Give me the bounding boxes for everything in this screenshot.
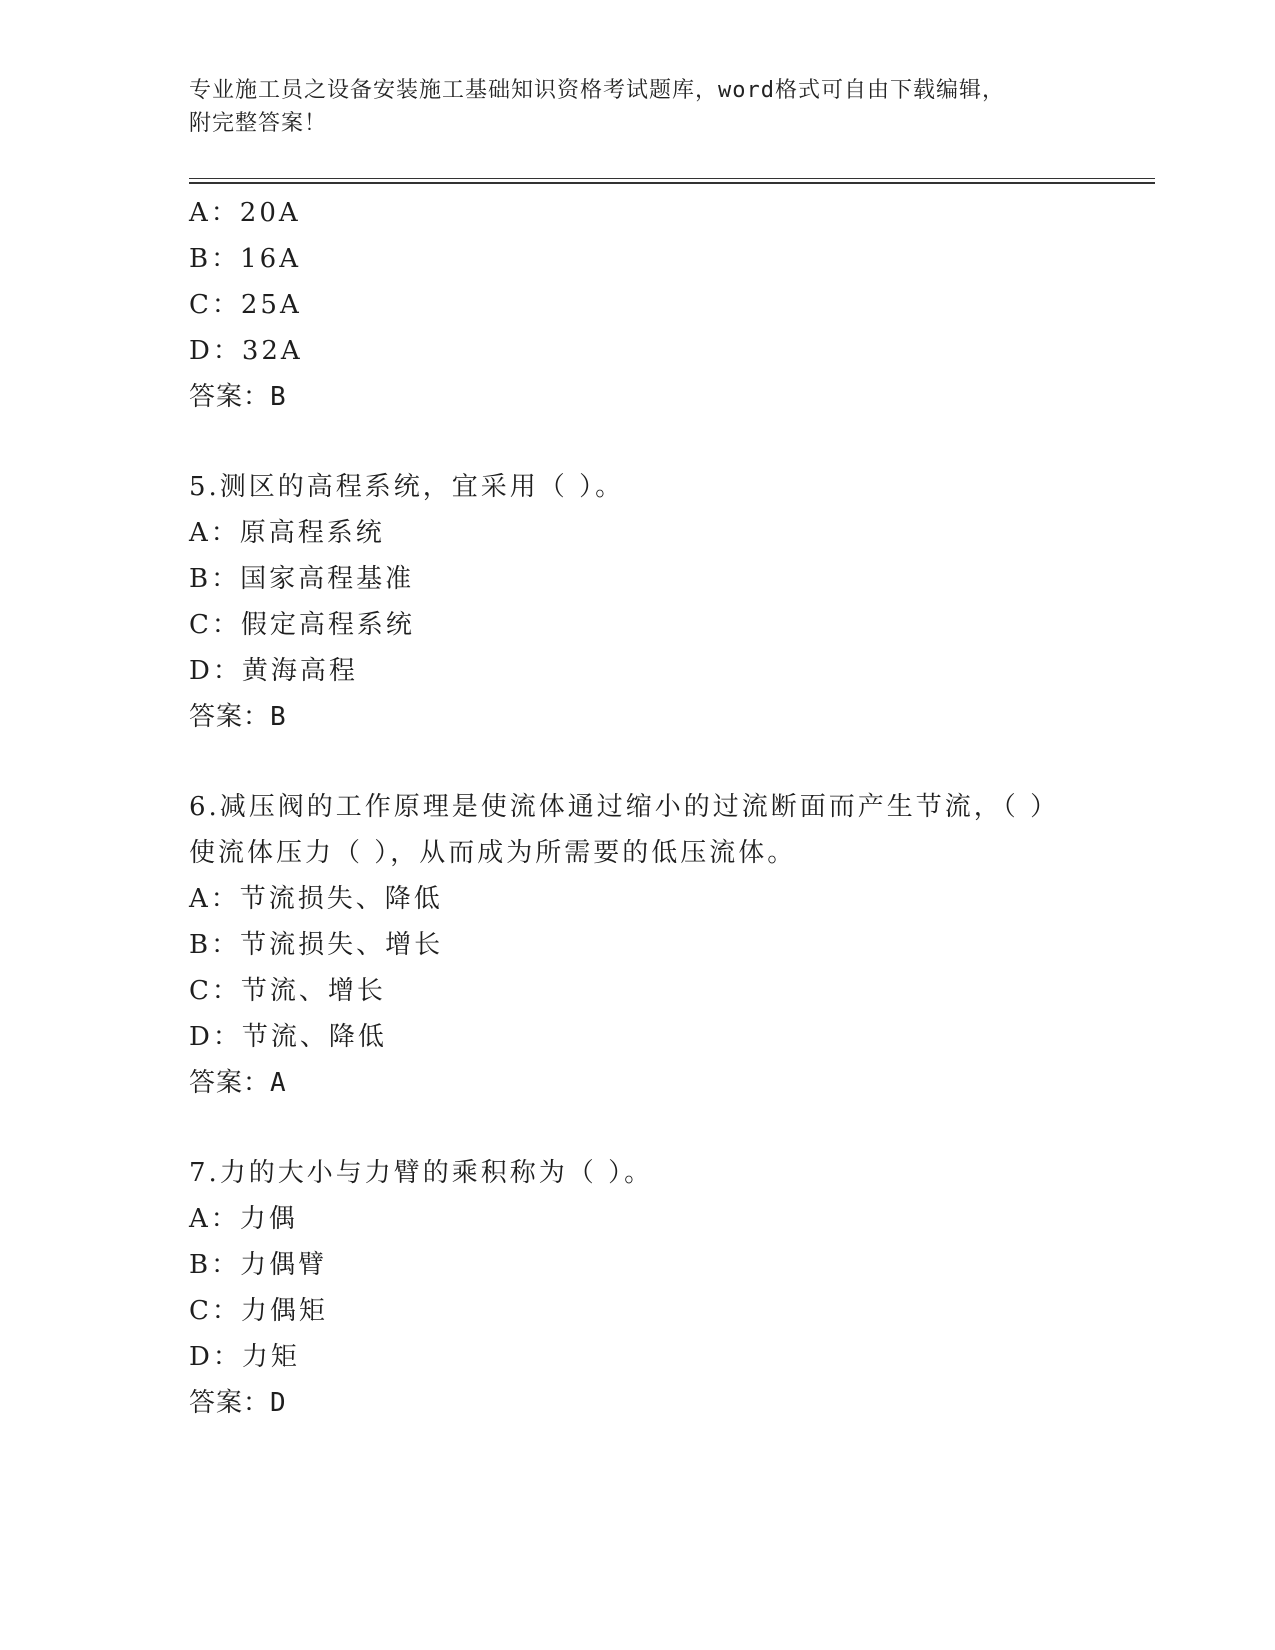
option-c: C：假定高程系统 (189, 610, 415, 640)
answer-line: 答案：D (189, 1388, 287, 1418)
question-text-line-2: 使流体压力（ ），从而成为所需要的低压流体。 (189, 838, 797, 868)
option-d: D：节流、降低 (189, 1022, 387, 1052)
question-block-5 (189, 464, 1155, 740)
option-c: C：力偶矩 (189, 1296, 328, 1326)
header-divider-thick (189, 182, 1155, 184)
document-header (189, 74, 1089, 140)
option-c: C：节流、增长 (189, 976, 386, 1006)
question-text: 5.测区的高程系统，宜采用（ ）。 (189, 472, 625, 502)
answer-line: 答案：B (189, 702, 287, 732)
option-d: D：32A (189, 336, 303, 366)
option-a: A：节流损失、降低 (189, 884, 443, 914)
option-a: A：20A (189, 198, 301, 228)
option-c: C：25A (189, 290, 302, 320)
option-a: A：力偶 (189, 1204, 298, 1234)
question-block-4 (189, 190, 1155, 420)
header-line-1: 专业施工员之设备安装施工基础知识资格考试题库，word格式可自由下载编辑， (189, 78, 1005, 103)
option-d: D：黄海高程 (189, 656, 358, 686)
header-divider-thin (189, 178, 1155, 179)
answer-line: 答案：B (189, 382, 287, 412)
question-text-line-1: 6.减压阀的工作原理是使流体通过缩小的过流断面而产生节流，（ ） (189, 792, 1060, 822)
question-block-6 (189, 784, 1155, 1106)
spacer (189, 740, 1155, 784)
option-b: B：力偶臂 (189, 1250, 328, 1280)
header-line-2: 附完整答案！ (189, 111, 328, 136)
option-a: A：原高程系统 (189, 518, 385, 548)
question-block-7 (189, 1150, 1155, 1426)
spacer (189, 1106, 1155, 1150)
option-b: B：16A (189, 244, 301, 274)
spacer (189, 420, 1155, 464)
question-list (189, 190, 1155, 1426)
question-text: 7.力的大小与力臂的乘积称为（ ）。 (189, 1158, 654, 1188)
option-b: B：节流损失、增长 (189, 930, 444, 960)
option-d: D：力矩 (189, 1342, 300, 1372)
option-b: B：国家高程基准 (189, 564, 415, 594)
answer-line: 答案：A (189, 1068, 287, 1098)
